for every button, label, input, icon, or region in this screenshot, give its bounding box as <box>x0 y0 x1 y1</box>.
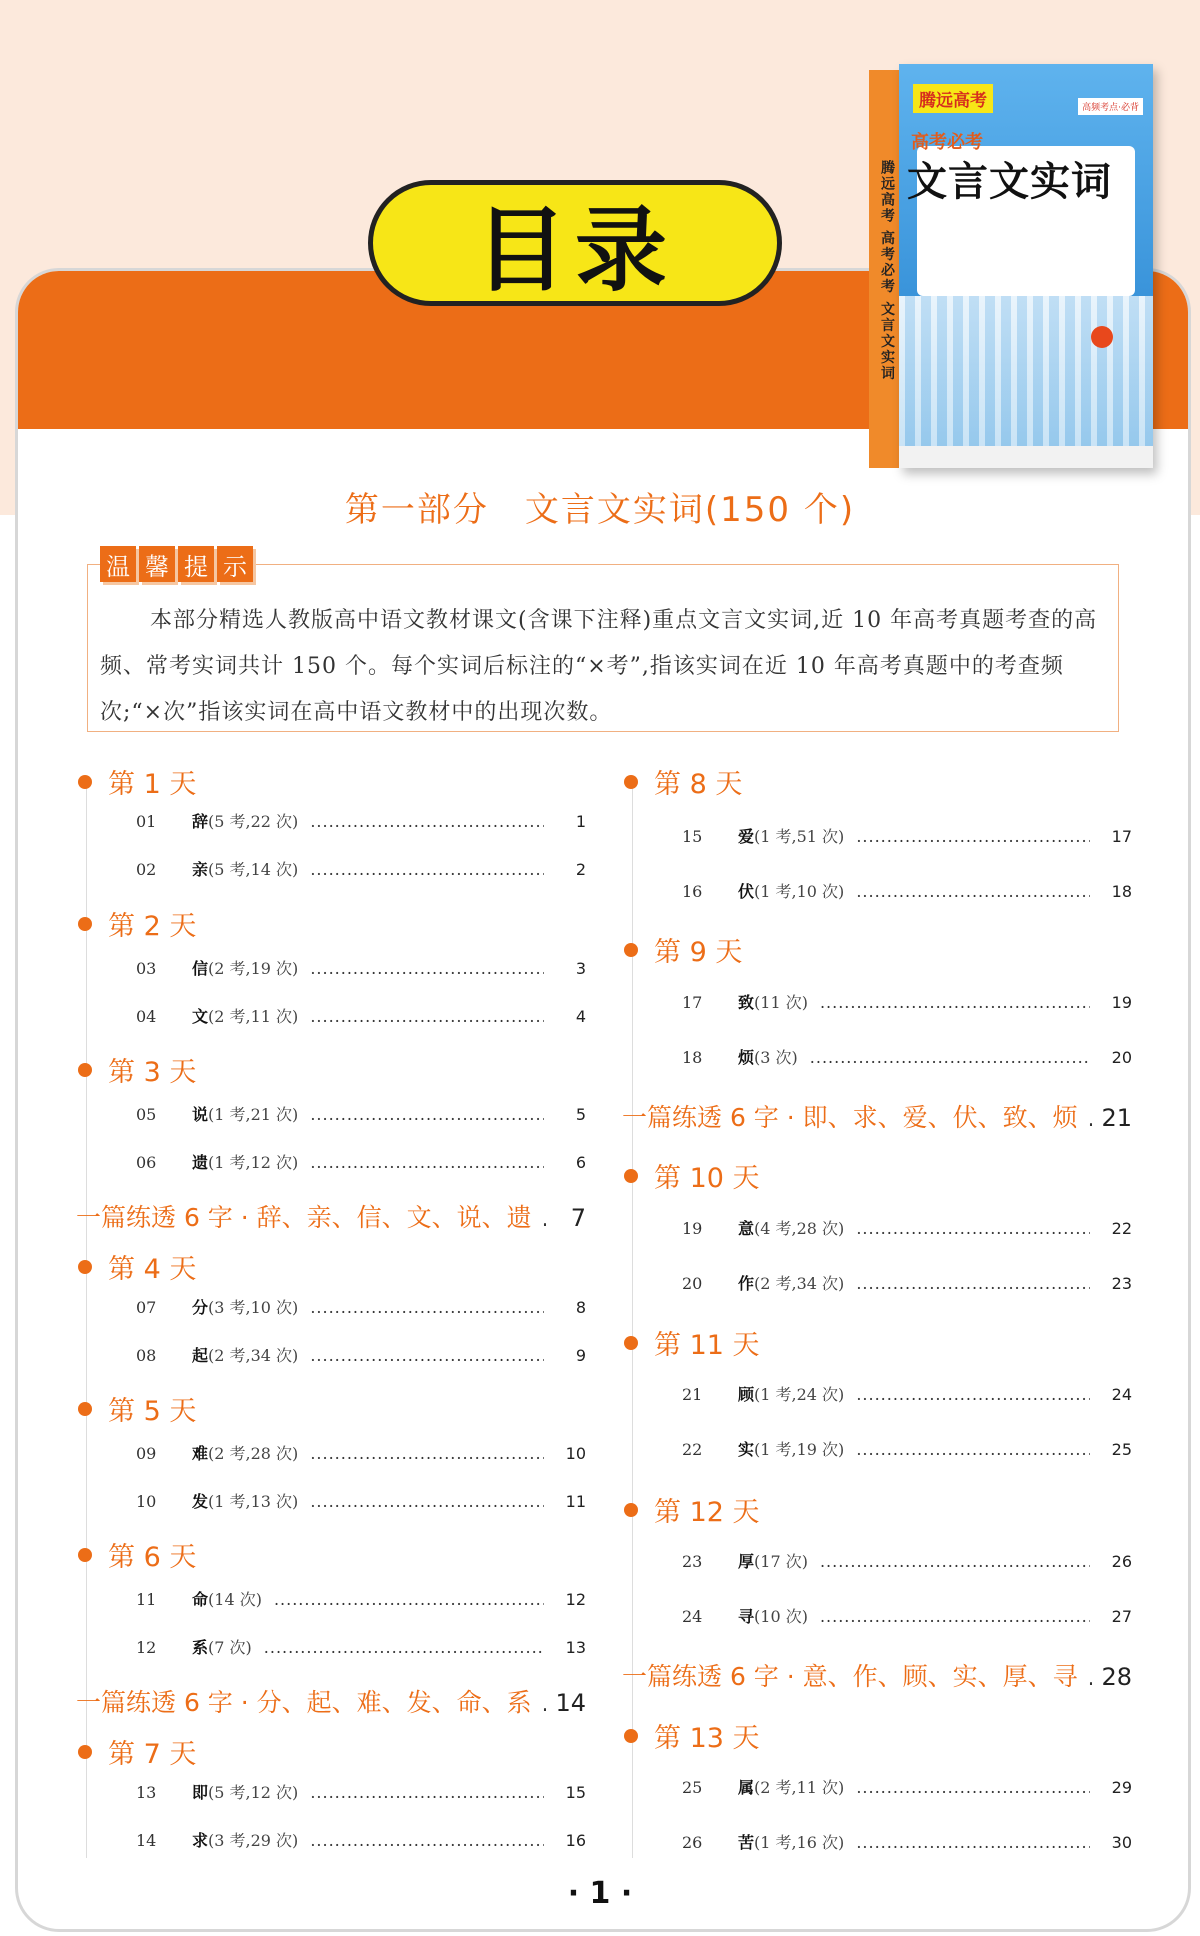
leader-dots <box>310 812 544 831</box>
leader-dots <box>310 1444 544 1463</box>
toc-entry[interactable] <box>682 990 1132 1020</box>
leader-dots <box>310 1346 544 1365</box>
entry-word: 属 <box>738 1778 755 1797</box>
entry-info: (2 考,34 次) <box>208 1346 299 1365</box>
entry-word: 烦 <box>738 1048 755 1067</box>
entry-info: (11 次) <box>754 993 808 1012</box>
entry-word: 遗 <box>192 1153 209 1172</box>
entry-number: 25 <box>682 1778 703 1797</box>
entry-number: 02 <box>136 860 157 879</box>
bullet-dot-icon <box>78 1260 92 1274</box>
entry-info: (5 考,12 次) <box>208 1783 299 1802</box>
entry-number: 12 <box>136 1638 157 1657</box>
entry-number: 10 <box>136 1492 157 1511</box>
book-spine <box>869 70 901 468</box>
entry-number: 16 <box>682 882 703 901</box>
toc-entry[interactable] <box>136 809 586 839</box>
day-label: 第 13 天 <box>654 1723 760 1754</box>
bullet-dot-icon <box>624 775 638 789</box>
leader-dots <box>856 827 1090 846</box>
day-heading <box>78 1535 196 1574</box>
entry-number: 23 <box>682 1552 703 1571</box>
day-label: 第 4 天 <box>108 1254 197 1285</box>
book-cover-image <box>869 64 1153 468</box>
leader-dots <box>856 882 1090 901</box>
practice-page: 21 <box>1101 1104 1132 1132</box>
practice-entry[interactable] <box>76 1198 586 1234</box>
tip-label <box>100 546 253 582</box>
bullet-dot-icon <box>624 1503 638 1517</box>
entry-page: 1 <box>575 812 586 831</box>
practice-label: 一篇练透 6 字 · 即、求、爱、伏、致、烦 <box>622 1103 1078 1132</box>
bullet-dot-icon <box>624 1336 638 1350</box>
entry-page: 8 <box>575 1298 586 1317</box>
tip-tab: 提 <box>178 546 214 582</box>
entry-number: 07 <box>136 1298 157 1317</box>
toc-entry[interactable] <box>682 1382 1132 1412</box>
leader-dots <box>542 1207 546 1232</box>
day-heading <box>78 1732 196 1771</box>
toc-entry[interactable] <box>136 1828 586 1858</box>
book-title: 文言文实词 <box>907 159 1112 205</box>
leader-dots <box>264 1638 544 1657</box>
toc-entry[interactable] <box>682 824 1132 854</box>
day-heading <box>78 1389 196 1428</box>
leader-dots <box>820 1607 1090 1626</box>
entry-number: 18 <box>682 1048 703 1067</box>
book-subtitle: 高考必考 <box>911 132 983 153</box>
maze-illustration <box>899 296 1153 446</box>
bullet-dot-icon <box>78 1063 92 1077</box>
entry-number: 13 <box>136 1783 157 1802</box>
entry-page: 23 <box>1111 1274 1132 1293</box>
leader-dots <box>856 1440 1090 1459</box>
entry-page: 15 <box>565 1783 586 1802</box>
leader-dots <box>810 1048 1090 1067</box>
entry-page: 12 <box>565 1590 586 1609</box>
leader-dots <box>1088 1666 1092 1691</box>
entry-word: 发 <box>192 1492 209 1511</box>
toc-entry[interactable] <box>682 1271 1132 1301</box>
entry-page: 18 <box>1111 882 1132 901</box>
entry-number: 11 <box>136 1590 157 1609</box>
practice-page: 28 <box>1101 1663 1132 1691</box>
entry-word: 起 <box>192 1346 209 1365</box>
entry-word: 说 <box>192 1105 209 1124</box>
day-heading <box>78 1247 196 1286</box>
entry-number: 15 <box>682 827 703 846</box>
entry-page: 4 <box>575 1007 586 1026</box>
entry-info: (10 次) <box>754 1607 808 1626</box>
practice-entry[interactable] <box>622 1657 1132 1693</box>
leader-dots <box>856 1385 1090 1404</box>
entry-info: (5 考,22 次) <box>208 812 299 831</box>
toc-entry[interactable] <box>136 1150 586 1180</box>
bullet-dot-icon <box>624 1169 638 1183</box>
bullet-dot-icon <box>624 1729 638 1743</box>
entry-word: 辞 <box>192 812 209 831</box>
entry-info: (7 次) <box>208 1638 252 1657</box>
entry-word: 苦 <box>738 1833 755 1852</box>
leader-dots <box>310 1298 544 1317</box>
practice-entry[interactable] <box>622 1098 1132 1134</box>
day-heading <box>624 1490 760 1529</box>
entry-page: 19 <box>1111 993 1132 1012</box>
entry-page: 25 <box>1111 1440 1132 1459</box>
day-heading <box>78 904 196 943</box>
tip-tab: 馨 <box>139 546 175 582</box>
toc-entry[interactable] <box>682 1437 1132 1467</box>
day-label: 第 2 天 <box>108 911 197 942</box>
toc-entry[interactable] <box>136 1489 586 1519</box>
section-title: 第一部分 文言文实词(150 个) <box>344 490 856 530</box>
day-heading <box>624 762 742 801</box>
entry-info: (3 次) <box>754 1048 798 1067</box>
toc-entry[interactable] <box>682 1045 1132 1075</box>
entry-number: 20 <box>682 1274 703 1293</box>
page-title: 目录 <box>368 180 782 306</box>
entry-word: 分 <box>192 1298 209 1317</box>
entry-number: 17 <box>682 993 703 1012</box>
day-heading <box>624 930 742 969</box>
entry-word: 亲 <box>192 860 209 879</box>
entry-info: (1 考,13 次) <box>208 1492 299 1511</box>
entry-info: (4 考,28 次) <box>754 1219 845 1238</box>
entry-number: 26 <box>682 1833 703 1852</box>
day-label: 第 6 天 <box>108 1542 197 1573</box>
toc-entry[interactable] <box>136 1635 586 1665</box>
entry-word: 难 <box>192 1444 209 1463</box>
entry-info: (2 考,11 次) <box>208 1007 299 1026</box>
entry-info: (2 考,11 次) <box>754 1778 845 1797</box>
tip-tab: 温 <box>100 546 136 582</box>
day-heading <box>78 1050 196 1089</box>
leader-dots <box>310 1007 544 1026</box>
bullet-dot-icon <box>78 1745 92 1759</box>
entry-page: 11 <box>565 1492 586 1511</box>
entry-page: 24 <box>1111 1385 1132 1404</box>
toc-entry[interactable] <box>682 1216 1132 1246</box>
bullet-dot-icon <box>78 1402 92 1416</box>
day-label: 第 9 天 <box>654 937 743 968</box>
entry-info: (1 考,10 次) <box>754 882 845 901</box>
day-label: 第 12 天 <box>654 1497 760 1528</box>
bullet-dot-icon <box>78 1548 92 1562</box>
entry-page: 20 <box>1111 1048 1132 1067</box>
entry-info: (1 考,16 次) <box>754 1833 845 1852</box>
entry-info: (2 考,34 次) <box>754 1274 845 1293</box>
toc-entry[interactable] <box>682 1549 1132 1579</box>
leader-dots <box>856 1219 1090 1238</box>
entry-info: (5 考,14 次) <box>208 860 299 879</box>
toc-entry[interactable] <box>136 1441 586 1471</box>
entry-word: 厚 <box>738 1552 755 1571</box>
entry-word: 寻 <box>738 1607 755 1626</box>
leader-dots <box>856 1274 1090 1293</box>
day-heading <box>624 1716 760 1755</box>
leader-dots <box>310 860 544 879</box>
toc-entry[interactable] <box>136 1343 586 1373</box>
entry-info: (17 次) <box>754 1552 808 1571</box>
toc-entry[interactable] <box>682 1775 1132 1805</box>
entry-info: (1 考,19 次) <box>754 1440 845 1459</box>
entry-word: 即 <box>192 1783 209 1802</box>
day-label: 第 5 天 <box>108 1396 197 1427</box>
day-label: 第 11 天 <box>654 1330 760 1361</box>
book-spine-text: 腾远高考 高考必考 文言文实词 <box>879 160 895 382</box>
entry-word: 信 <box>192 959 209 978</box>
entry-number: 06 <box>136 1153 157 1172</box>
entry-number: 19 <box>682 1219 703 1238</box>
entry-page: 27 <box>1111 1607 1132 1626</box>
book-badge: 高频考点·必背 <box>1078 98 1143 115</box>
entry-info: (2 考,19 次) <box>208 959 299 978</box>
toc-entry[interactable] <box>136 1102 586 1132</box>
toc-entry[interactable] <box>136 956 586 986</box>
entry-word: 爱 <box>738 827 755 846</box>
entry-word: 伏 <box>738 882 755 901</box>
leader-dots <box>310 959 544 978</box>
day-label: 第 8 天 <box>654 769 743 800</box>
toc-entry[interactable] <box>136 1004 586 1034</box>
bullet-dot-icon <box>78 917 92 931</box>
leader-dots <box>856 1778 1090 1797</box>
entry-word: 作 <box>738 1274 755 1293</box>
leader-dots <box>310 1492 544 1511</box>
entry-word: 意 <box>738 1219 755 1238</box>
entry-page: 30 <box>1111 1833 1132 1852</box>
day-label: 第 7 天 <box>108 1739 197 1770</box>
entry-page: 10 <box>565 1444 586 1463</box>
toc-entry[interactable] <box>136 1587 586 1617</box>
day-label: 第 3 天 <box>108 1057 197 1088</box>
entry-word: 实 <box>738 1440 755 1459</box>
entry-page: 26 <box>1111 1552 1132 1571</box>
practice-page: 7 <box>570 1204 586 1232</box>
leader-dots <box>856 1833 1090 1852</box>
entry-word: 文 <box>192 1007 209 1026</box>
entry-word: 系 <box>192 1638 209 1657</box>
toc-entry[interactable] <box>136 857 586 887</box>
page-number: · 1 · <box>567 1876 633 1911</box>
entry-number: 09 <box>136 1444 157 1463</box>
entry-word: 致 <box>738 993 755 1012</box>
leader-dots <box>310 1783 544 1802</box>
entry-number: 01 <box>136 812 157 831</box>
entry-info: (1 考,24 次) <box>754 1385 845 1404</box>
leader-dots <box>542 1692 546 1717</box>
leader-dots <box>310 1105 544 1124</box>
book-front <box>899 64 1153 468</box>
entry-page: 22 <box>1111 1219 1132 1238</box>
runner-figure-icon <box>1091 326 1113 348</box>
entry-number: 21 <box>682 1385 703 1404</box>
toc-entry[interactable] <box>682 879 1132 909</box>
entry-number: 22 <box>682 1440 703 1459</box>
entry-info: (2 考,28 次) <box>208 1444 299 1463</box>
entry-number: 14 <box>136 1831 157 1850</box>
bullet-dot-icon <box>624 943 638 957</box>
entry-number: 05 <box>136 1105 157 1124</box>
entry-page: 6 <box>575 1153 586 1172</box>
entry-page: 3 <box>575 959 586 978</box>
book-bottom-strip <box>899 446 1153 468</box>
toc-entry[interactable] <box>136 1780 586 1810</box>
practice-entry[interactable] <box>76 1683 586 1719</box>
entry-number: 03 <box>136 959 157 978</box>
entry-page: 16 <box>565 1831 586 1850</box>
entry-page: 17 <box>1111 827 1132 846</box>
tip-tab: 示 <box>217 546 253 582</box>
toc-entry[interactable] <box>682 1604 1132 1634</box>
entry-page: 2 <box>575 860 586 879</box>
entry-page: 13 <box>565 1638 586 1657</box>
leader-dots <box>310 1153 544 1172</box>
practice-label: 一篇练透 6 字 · 分、起、难、发、命、系 <box>76 1688 532 1717</box>
entry-page: 29 <box>1111 1778 1132 1797</box>
practice-page: 14 <box>555 1689 586 1717</box>
entry-number: 04 <box>136 1007 157 1026</box>
leader-dots <box>310 1831 544 1850</box>
leader-dots <box>820 1552 1090 1571</box>
day-label: 第 10 天 <box>654 1163 760 1194</box>
leader-dots <box>1088 1107 1092 1132</box>
entry-word: 求 <box>192 1831 209 1850</box>
day-heading <box>624 1156 760 1195</box>
entry-info: (1 考,12 次) <box>208 1153 299 1172</box>
entry-info: (1 考,51 次) <box>754 827 845 846</box>
entry-page: 9 <box>575 1346 586 1365</box>
entry-info: (3 考,10 次) <box>208 1298 299 1317</box>
toc-entry[interactable] <box>682 1830 1132 1860</box>
entry-info: (14 次) <box>208 1590 262 1609</box>
bullet-dot-icon <box>78 775 92 789</box>
entry-info: (1 考,21 次) <box>208 1105 299 1124</box>
practice-label: 一篇练透 6 字 · 意、作、顾、实、厚、寻 <box>622 1662 1078 1691</box>
practice-label: 一篇练透 6 字 · 辞、亲、信、文、说、遗 <box>76 1203 532 1232</box>
book-brand-logo: 腾远高考 <box>913 84 993 113</box>
leader-dots <box>274 1590 544 1609</box>
day-heading <box>624 1323 760 1362</box>
entry-word: 命 <box>192 1590 209 1609</box>
day-heading <box>78 762 196 801</box>
tip-text: 本部分精选人教版高中语文教材课文(含课下注释)重点文言文实词,近 10 年高考真题考查的高频、常考实词共计 150 个。每个实词后标注的“×考”,指该实词在近 10 年高考真题中的考查频次;“×次”指该实词在高中语文教材中的出现次数。 <box>100 608 1098 725</box>
entry-number: 24 <box>682 1607 703 1626</box>
entry-info: (3 考,29 次) <box>208 1831 299 1850</box>
entry-word: 顾 <box>738 1385 755 1404</box>
leader-dots <box>820 993 1090 1012</box>
toc-entry[interactable] <box>136 1295 586 1325</box>
day-label: 第 1 天 <box>108 769 197 800</box>
entry-number: 08 <box>136 1346 157 1365</box>
entry-page: 5 <box>575 1105 586 1124</box>
